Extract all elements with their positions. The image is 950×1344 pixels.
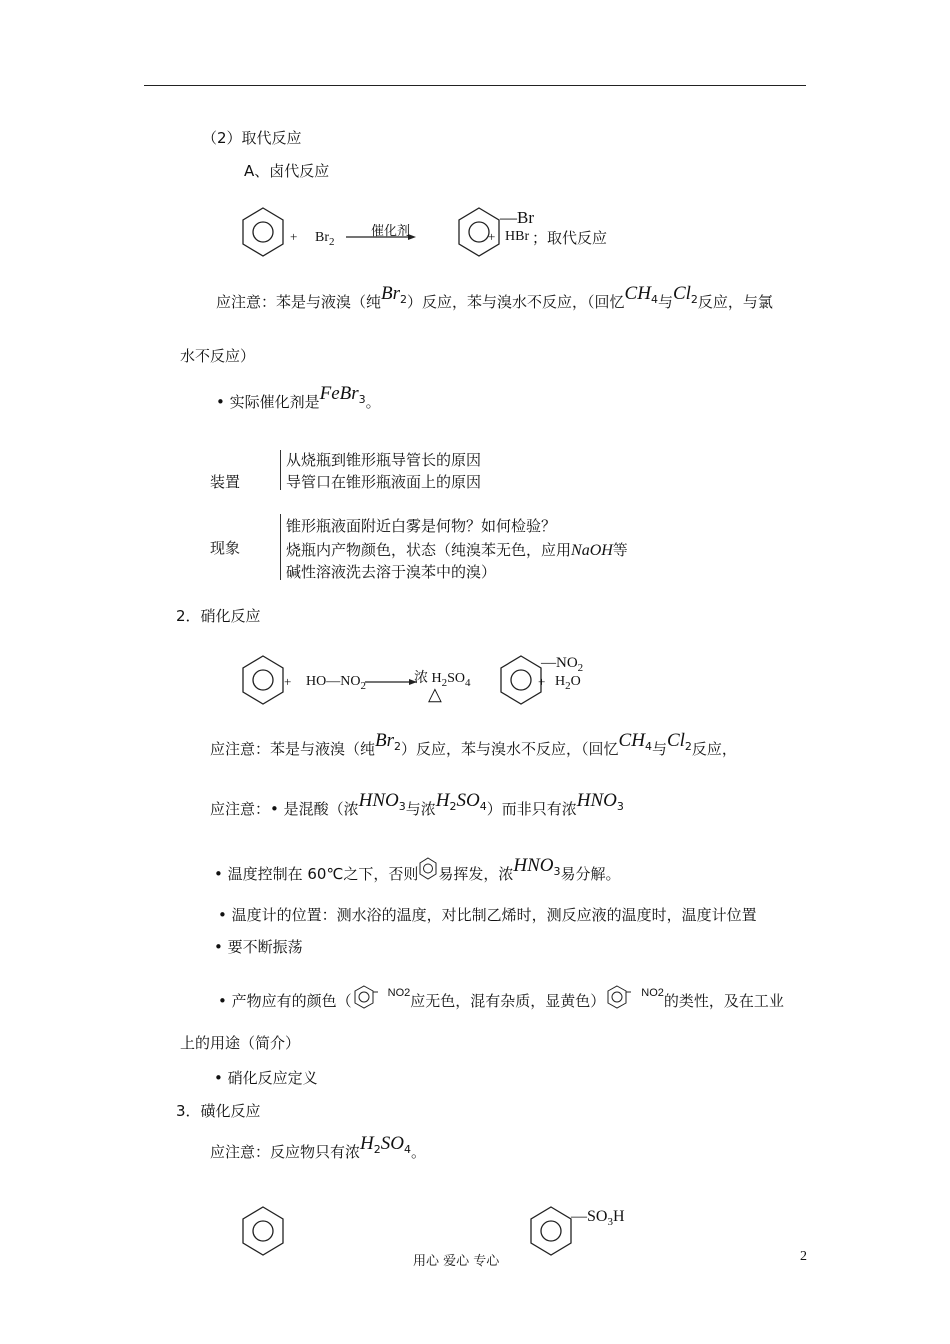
section-heading: 2．硝化反应 xyxy=(176,607,261,625)
product-color-line: • 产物应有的颜色（ $^{NO2}$应无色，混有杂质，显黄色） $^{NO2}$的类性，及在工业 xyxy=(218,984,784,1013)
reagent-nitric-acid: $HO—NO_2$ xyxy=(306,674,366,692)
byproduct-hbr: HBr xyxy=(505,229,530,244)
bromo-group: —Br xyxy=(500,208,534,227)
shake-line: • 要不断振荡 xyxy=(214,938,303,956)
page-number: 2 xyxy=(800,1249,807,1264)
reaction-arrow xyxy=(365,677,417,687)
apparatus-item: 导管口在锥形瓶液面上的原因 xyxy=(286,475,482,491)
note-line: 应注意：苯是与液溴（纯$Br_2$）反应，苯与溴水不反应，（回忆$CH_4$与$Cl_2$反应， xyxy=(210,730,737,758)
definition-line: • 硝化反应定义 xyxy=(214,1069,318,1087)
plus-sign: + xyxy=(488,229,496,244)
plus-sign: + xyxy=(290,229,298,244)
benzenesulfonic-acid-icon xyxy=(528,1205,574,1257)
note-line: 应注意：反应物只有浓$H_2SO_4$。 xyxy=(210,1133,426,1161)
phenomenon-bracket xyxy=(280,514,281,580)
thermometer-line: • 温度计的位置：测水浴的温度，对比制乙烯时，测反应液的温度时，温度计位置 xyxy=(218,906,757,924)
phenomenon-item: 烧瓶内产物颜色，状态（纯溴苯无色，应用NaOH等 xyxy=(286,542,628,559)
apparatus-label: 装置 xyxy=(210,473,241,491)
catalyst-line: • 实际催化剂是FeBr$_3$。 xyxy=(216,383,381,411)
water-product: $H_2O$ xyxy=(555,674,581,692)
nitrobenzene-small-icon xyxy=(352,984,388,1010)
benzene-ring-icon xyxy=(240,1205,286,1257)
section-heading: （2）取代反应 xyxy=(202,129,302,147)
reaction-condition: 浓 $H_2SO_4$ xyxy=(414,671,471,689)
header-rule xyxy=(144,85,806,86)
apparatus-bracket xyxy=(280,450,281,490)
heat-symbol: △ xyxy=(428,684,442,704)
footer-text: 用心 爱心 专心 xyxy=(413,1254,500,1269)
benzene-small-icon xyxy=(418,857,438,881)
sulfo-group: $—SO_3H$ xyxy=(571,1208,625,1229)
section-heading: 3．磺化反应 xyxy=(176,1102,261,1120)
phenomenon-item: 碱性溶液洗去溶于溴苯中的溴） xyxy=(286,565,497,581)
benzene-ring-icon xyxy=(240,654,286,706)
note-line-continued: 水不反应） xyxy=(180,347,256,365)
catalyst-label: 催化剂 xyxy=(371,224,411,239)
plus-sign: + xyxy=(284,674,292,689)
nitrobenzene-small-icon xyxy=(605,984,641,1010)
reagent-br2: $Br_2$ xyxy=(315,230,335,248)
apparatus-item: 从烧瓶到锥形瓶导管长的原因 xyxy=(286,453,482,469)
note-line: 应注意：• 是混酸（浓$HNO_3$与浓$H_2SO_4$）而非只有浓$HNO_3$ xyxy=(210,790,624,818)
product-line-continued: 上的用途（简介） xyxy=(180,1034,301,1052)
subsection-heading: A、卤代反应 xyxy=(244,162,330,180)
phenomenon-label: 现象 xyxy=(210,539,241,557)
temperature-line: • 温度控制在 60℃之下，否则 易挥发，浓$HNO_3$易分解。 xyxy=(214,855,621,883)
reaction-note: ；取代反应 xyxy=(532,229,608,247)
phenomenon-item: 锥形瓶液面附近白雾是何物？如何检验？ xyxy=(286,519,557,535)
plus-sign: + xyxy=(538,674,546,689)
note-line: 应注意：苯是与液溴（纯$Br_2$）反应，苯与溴水不反应，（回忆$CH_4$与$Cl_2$反应，与氯 xyxy=(216,283,773,311)
nitro-group: $—NO_2$ xyxy=(541,655,584,674)
benzene-ring-icon xyxy=(240,206,286,258)
